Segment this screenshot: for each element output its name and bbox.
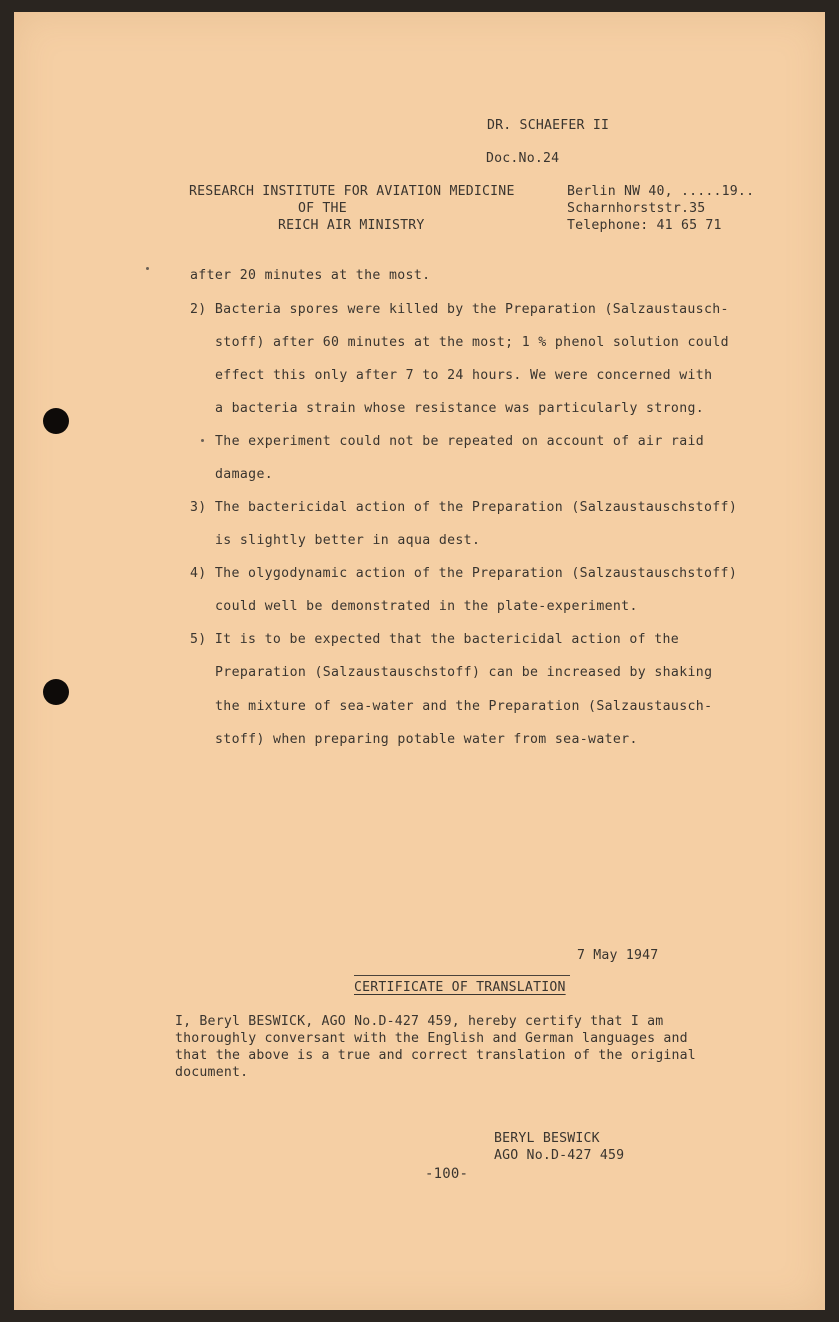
- body-line: 4) The olygodynamic action of the Preparation (Salzaustauschstoff): [190, 566, 738, 581]
- certificate-date: 7 May 1947: [577, 948, 659, 963]
- certificate-text-line: that the above is a true and correct translation of the original: [175, 1048, 696, 1063]
- address-line-1: Berlin NW 40, .....19..: [567, 184, 755, 199]
- paper-speck: [201, 439, 204, 442]
- body-line: is slightly better in aqua dest.: [215, 533, 481, 548]
- certificate-text-line: document.: [175, 1065, 249, 1080]
- body-line: 3) The bactericidal action of the Preparation (Salzaustauschstoff): [190, 500, 738, 515]
- signature-name: BERYL BESWICK: [494, 1131, 600, 1146]
- signature-id: AGO No.D-427 459: [494, 1148, 625, 1163]
- document-page: [14, 12, 825, 1310]
- body-line: stoff) when preparing potable water from sea-water.: [215, 732, 638, 747]
- body-line: The experiment could not be repeated on account of air raid: [215, 434, 705, 449]
- body-line: stoff) after 60 minutes at the most; 1 % phenol solution could: [215, 335, 729, 350]
- author-reference: DR. SCHAEFER II: [487, 118, 610, 133]
- institute-line-3: REICH AIR MINISTRY: [278, 218, 425, 233]
- certificate-text-line: I, Beryl BESWICK, AGO No.D-427 459, hereby certify that I am: [175, 1014, 664, 1029]
- address-line-3: Telephone: 41 65 71: [567, 218, 722, 233]
- body-line: the mixture of sea-water and the Preparation (Salzaustausch-: [215, 699, 713, 714]
- body-line: damage.: [215, 467, 274, 482]
- paper-speck: [146, 267, 149, 270]
- body-line: 2) Bacteria spores were killed by the Preparation (Salzaustausch-: [190, 302, 729, 317]
- page-number: -100-: [425, 1166, 469, 1182]
- body-line: a bacteria strain whose resistance was particularly strong.: [215, 401, 705, 416]
- document-number: Doc.No.24: [486, 151, 560, 166]
- body-line: 5) It is to be expected that the bactericidal action of the: [190, 632, 680, 647]
- certificate-text-line: thoroughly conversant with the English and German languages and: [175, 1031, 688, 1046]
- body-line: effect this only after 7 to 24 hours. We were concerned with: [215, 368, 713, 383]
- certificate-title-rule: [354, 975, 570, 976]
- certificate-title: CERTIFICATE OF TRANSLATION: [354, 980, 566, 995]
- institute-line-2: OF THE: [298, 201, 347, 216]
- address-line-2: Scharnhorststr.35: [567, 201, 706, 216]
- body-line: after 20 minutes at the most.: [190, 268, 431, 283]
- punch-hole-bottom: [43, 679, 69, 705]
- body-line: could well be demonstrated in the plate-experiment.: [215, 599, 638, 614]
- institute-line-1: RESEARCH INSTITUTE FOR AVIATION MEDICINE: [189, 184, 515, 199]
- punch-hole-top: [43, 408, 69, 434]
- body-line: Preparation (Salzaustauschstoff) can be increased by shaking: [215, 665, 713, 680]
